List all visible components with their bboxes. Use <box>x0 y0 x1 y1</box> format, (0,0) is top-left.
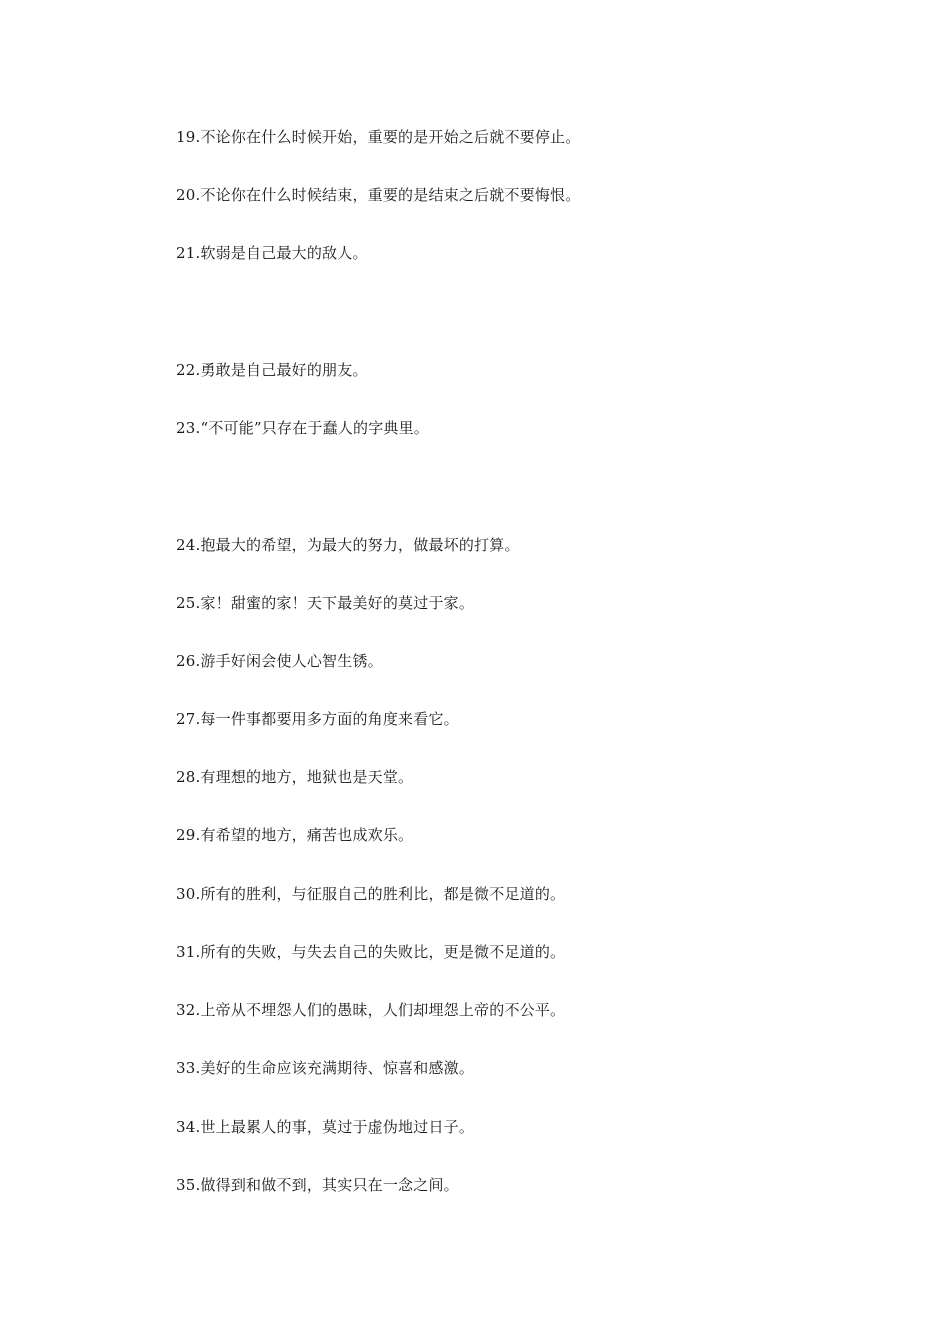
quote-line: 22.勇敢是自己最好的朋友。 <box>176 361 368 379</box>
quote-line: 19.不论你在什么时候开始，重要的是开始之后就不要停止。 <box>176 128 581 146</box>
quote-line: 29.有希望的地方，痛苦也成欢乐。 <box>176 826 414 844</box>
quote-line: 32.上帝从不埋怨人们的愚昧，人们却埋怨上帝的不公平。 <box>176 1001 566 1019</box>
quote-line: 30.所有的胜利，与征服自己的胜利比，都是微不足道的。 <box>176 885 566 903</box>
quote-line: 27.每一件事都要用多方面的角度来看它。 <box>176 710 459 728</box>
quote-line: 24.抱最大的希望，为最大的努力，做最坏的打算。 <box>176 536 520 554</box>
quote-line: 33.美好的生命应该充满期待、惊喜和感激。 <box>176 1059 475 1077</box>
quote-line: 21.软弱是自己最大的敌人。 <box>176 244 368 262</box>
quote-line: 26.游手好闲会使人心智生锈。 <box>176 652 383 670</box>
quote-line: 20.不论你在什么时候结束，重要的是结束之后就不要悔恨。 <box>176 186 581 204</box>
quote-line: 23.“不可能”只存在于蠢人的字典里。 <box>176 419 429 437</box>
quote-line: 31.所有的失败，与失去自己的失败比，更是微不足道的。 <box>176 943 566 961</box>
quote-line: 25.家！甜蜜的家！天下最美好的莫过于家。 <box>176 594 475 612</box>
quote-line: 34.世上最累人的事，莫过于虚伪地过日子。 <box>176 1118 475 1136</box>
quote-line: 35.做得到和做不到，其实只在一念之间。 <box>176 1176 459 1194</box>
quote-line: 28.有理想的地方，地狱也是天堂。 <box>176 768 414 786</box>
